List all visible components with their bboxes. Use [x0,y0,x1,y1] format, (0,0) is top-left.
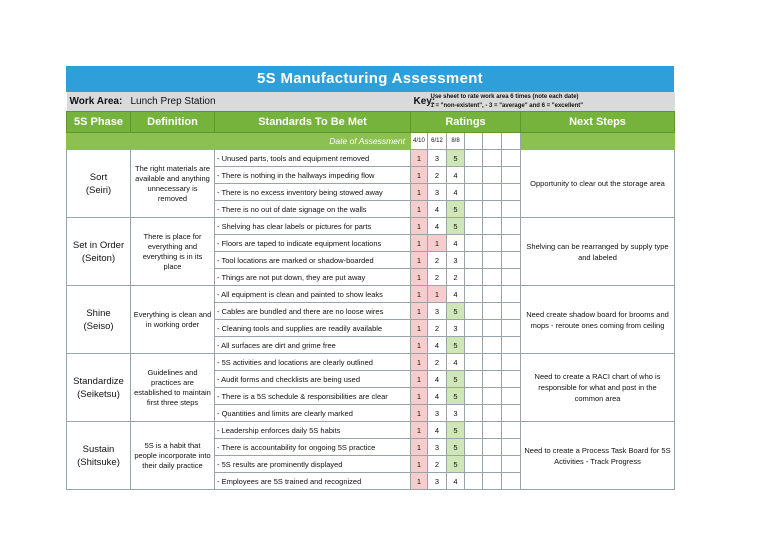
rating-cell[interactable] [465,252,483,269]
rating-cell[interactable] [483,473,502,490]
standard-text: - Cleaning tools and supplies are readily available [215,320,411,337]
phase-title: Sort [89,171,108,183]
next-steps-text: Need to create a Process Task Board for 5S Activities - Track Progress [521,422,675,490]
rating-cell[interactable]: 4 [428,337,447,354]
key-line-1: Use sheet to rate work area 6 times (note each date) [430,93,579,100]
standard-text: - Quantities and limits are clearly marked [215,405,411,422]
standard-text: - 5S activities and locations are clearly outlined [215,354,411,371]
rating-cell[interactable] [502,303,521,320]
rating-cell[interactable]: 1 [411,252,428,269]
date-cell-5[interactable] [483,133,502,150]
rating-cell[interactable] [483,303,502,320]
rating-cell[interactable]: 1 [411,320,428,337]
rating-cell[interactable]: 4 [428,201,447,218]
phase-rows [67,150,675,490]
rating-cell[interactable] [502,422,521,439]
rating-cell[interactable]: 5 [447,303,465,320]
rating-cell[interactable] [465,371,483,388]
rating-cell[interactable] [465,150,483,167]
rating-cell[interactable]: 1 [411,286,428,303]
rating-cell[interactable] [465,337,483,354]
assessment-table [66,92,675,490]
rating-cell[interactable] [465,388,483,405]
rating-cell[interactable] [502,252,521,269]
rating-cell[interactable]: 2 [428,320,447,337]
rating-cell[interactable] [483,320,502,337]
rating-cell[interactable] [502,218,521,235]
phase-title: Shine [86,307,111,319]
rating-cell[interactable]: 2 [428,269,447,286]
standard-row [67,218,675,235]
standard-row [67,286,675,303]
rating-cell[interactable]: 4 [428,218,447,235]
rating-cell[interactable] [465,473,483,490]
rating-cell[interactable] [502,286,521,303]
next-steps-text: Opportunity to clear out the storage area [521,150,675,218]
rating-cell[interactable] [502,354,521,371]
rating-cell[interactable] [483,405,502,422]
rating-cell[interactable] [502,150,521,167]
phase-name [67,354,131,422]
rating-cell[interactable]: 4 [428,371,447,388]
rating-cell[interactable] [502,320,521,337]
rating-cell[interactable] [502,201,521,218]
rating-cell[interactable] [483,337,502,354]
rating-cell[interactable]: 1 [411,167,428,184]
standard-text: - All surfaces are dirt and grime free [215,337,411,354]
standard-text: - Floors are taped to indicate equipment locations [215,235,411,252]
rating-cell[interactable]: 2 [428,456,447,473]
key-text [430,92,675,112]
rating-cell[interactable]: 1 [411,337,428,354]
rating-cell[interactable]: 3 [428,184,447,201]
phase-name [67,218,131,286]
rating-cell[interactable]: 5 [447,371,465,388]
rating-cell[interactable] [502,235,521,252]
rating-cell[interactable] [483,167,502,184]
date-cell-6[interactable] [502,133,521,150]
phase-japanese-term: (Seiso) [83,320,114,332]
standard-row [67,354,675,371]
rating-cell[interactable]: 3 [428,150,447,167]
date-cell-3[interactable]: 8/8 [447,133,465,150]
standard-text: - Things are not put down, they are put away [215,269,411,286]
standard-text: - Employees are 5S trained and recognized [215,473,411,490]
rating-cell[interactable]: 4 [447,184,465,201]
rating-cell[interactable] [465,422,483,439]
rating-cell[interactable] [502,167,521,184]
rating-cell[interactable] [465,235,483,252]
standard-text: - There is no out of date signage on the walls [215,201,411,218]
phase-definition: Everything is clean and in working order [131,286,215,354]
phase-japanese-term: (Seiri) [85,184,112,196]
rating-cell[interactable]: 5 [447,422,465,439]
rating-cell[interactable] [483,252,502,269]
rating-cell[interactable]: 1 [411,405,428,422]
phase-definition: 5S is a habit that people incorporate into their daily practice [131,422,215,490]
phase-japanese-term: (Seiketsu) [77,388,120,400]
rating-cell[interactable] [465,218,483,235]
phase-name [67,286,131,354]
rating-cell[interactable]: 2 [428,354,447,371]
next-steps-text: Shelving can be rearranged by supply type and labeled [521,218,675,286]
rating-cell[interactable] [483,286,502,303]
header-definition: Definition [131,112,215,133]
rating-cell[interactable] [483,388,502,405]
rating-cell[interactable] [483,422,502,439]
rating-cell[interactable] [483,218,502,235]
phase-name [67,422,131,490]
rating-cell[interactable]: 4 [428,422,447,439]
date-cell-2[interactable]: 6/12 [428,133,447,150]
rating-cell[interactable] [465,269,483,286]
rating-cell[interactable] [502,371,521,388]
phase-name [67,150,131,218]
rating-cell[interactable] [483,456,502,473]
rating-cell[interactable] [465,286,483,303]
rating-cell[interactable] [465,167,483,184]
next-steps-text: Need to create a RACI chart of who is responsible for what and post in the common area [521,354,675,422]
phase-definition: Guidelines and practices are established to maintain first three steps [131,354,215,422]
standard-text: - Audit forms and checklists are being used [215,371,411,388]
rating-cell[interactable]: 1 [411,371,428,388]
standard-text: - Shelving has clear labels or pictures for parts [215,218,411,235]
rating-cell[interactable]: 5 [447,337,465,354]
phase-title: Sustain [82,443,115,455]
rating-cell[interactable]: 3 [428,473,447,490]
rating-cell[interactable] [465,354,483,371]
phase-title: Standardize [73,375,124,387]
phase-title: Set in Order [72,239,125,251]
rating-cell[interactable]: 4 [447,354,465,371]
rating-cell[interactable]: 1 [411,218,428,235]
rating-cell[interactable] [483,150,502,167]
rating-cell[interactable]: 4 [447,286,465,303]
rating-cell[interactable]: 5 [447,439,465,456]
header-row [67,112,675,133]
date-cell-1[interactable]: 4/10 [411,133,428,150]
date-row-spacer [521,133,675,150]
rating-cell[interactable]: 5 [447,201,465,218]
rating-cell[interactable] [502,337,521,354]
rating-cell[interactable]: 3 [428,303,447,320]
rating-cell[interactable] [465,320,483,337]
rating-cell[interactable] [502,405,521,422]
date-of-assessment-label: Date of Assessment [67,133,411,150]
date-cell-4[interactable] [465,133,483,150]
standard-text: - There is accountability for ongoing 5S practice [215,439,411,456]
sheet-title: 5S Manufacturing Assessment [66,66,674,92]
rating-cell[interactable] [465,405,483,422]
rating-cell[interactable] [483,439,502,456]
standard-text: - There is a 5S schedule & responsibilities are clear [215,388,411,405]
rating-cell[interactable] [465,439,483,456]
standard-text: - All equipment is clean and painted to show leaks [215,286,411,303]
phase-definition: There is place for everything and everything is in its place [131,218,215,286]
rating-cell[interactable]: 2 [428,252,447,269]
key-line-2: 1 = "non-existent", - 3 = "average" and 6 = "excellent" [430,102,584,109]
header-next-steps: Next Steps [521,112,675,133]
rating-cell[interactable] [502,473,521,490]
rating-cell[interactable]: 3 [447,252,465,269]
phase-japanese-term: (Seiton) [81,252,116,264]
rating-cell[interactable] [502,456,521,473]
key-label: Key: [411,92,483,112]
standard-text: - There is no excess inventory being stowed away [215,184,411,201]
rating-cell[interactable]: 2 [447,269,465,286]
info-row [67,92,675,112]
rating-cell[interactable]: 1 [411,184,428,201]
header-standards: Standards To Be Met [215,112,411,133]
rating-cell[interactable]: 4 [447,473,465,490]
standard-row [67,150,675,167]
standard-text: - Unused parts, tools and equipment removed [215,150,411,167]
rating-cell[interactable] [483,269,502,286]
rating-cell[interactable]: 1 [411,235,428,252]
rating-cell[interactable]: 5 [447,218,465,235]
standard-text: - Leadership enforces daily 5S habits [215,422,411,439]
assessment-sheet [66,66,674,486]
rating-cell[interactable] [502,269,521,286]
rating-cell[interactable]: 1 [411,150,428,167]
standard-text: - 5S results are prominently displayed [215,456,411,473]
standard-text: - There is nothing in the hallways impeding flow [215,167,411,184]
work-area-value[interactable]: Lunch Prep Station [131,92,411,112]
standard-text: - Cables are bundled and there are no loose wires [215,303,411,320]
rating-cell[interactable]: 1 [428,286,447,303]
rating-cell[interactable]: 1 [411,354,428,371]
rating-cell[interactable]: 3 [428,405,447,422]
rating-cell[interactable] [502,439,521,456]
rating-cell[interactable] [465,201,483,218]
rating-cell[interactable]: 1 [411,456,428,473]
rating-cell[interactable]: 1 [411,422,428,439]
rating-cell[interactable]: 1 [411,439,428,456]
rating-cell[interactable] [483,235,502,252]
rating-cell[interactable]: 4 [447,235,465,252]
date-row [67,133,675,150]
rating-cell[interactable]: 1 [428,235,447,252]
rating-cell[interactable] [502,184,521,201]
rating-cell[interactable]: 1 [411,303,428,320]
standard-row [67,422,675,439]
header-ratings: Ratings [411,112,521,133]
rating-cell[interactable]: 3 [447,405,465,422]
rating-cell[interactable]: 3 [428,439,447,456]
phase-japanese-term: (Shitsuke) [77,456,120,468]
rating-cell[interactable]: 1 [411,269,428,286]
rating-cell[interactable]: 3 [447,320,465,337]
rating-cell[interactable] [483,184,502,201]
rating-cell[interactable]: 1 [411,473,428,490]
header-phase: 5S Phase [67,112,131,133]
rating-cell[interactable] [483,201,502,218]
rating-cell[interactable] [465,184,483,201]
rating-cell[interactable]: 5 [447,150,465,167]
rating-cell[interactable]: 4 [447,167,465,184]
rating-cell[interactable]: 1 [411,388,428,405]
rating-cell[interactable] [483,354,502,371]
standard-text: - Tool locations are marked or shadow-boarded [215,252,411,269]
phase-definition: The right materials are available and anything unnecessary is removed [131,150,215,218]
rating-cell[interactable] [465,303,483,320]
rating-cell[interactable] [483,371,502,388]
rating-cell[interactable]: 1 [411,201,428,218]
work-area-label: Work Area: [67,92,131,112]
rating-cell[interactable]: 2 [428,167,447,184]
rating-cell[interactable]: 5 [447,456,465,473]
rating-cell[interactable] [465,456,483,473]
rating-cell[interactable]: 5 [447,388,465,405]
rating-cell[interactable]: 4 [428,388,447,405]
rating-cell[interactable] [502,388,521,405]
next-steps-text: Need create shadow board for brooms and mops - reroute ones coming from ceiling [521,286,675,354]
